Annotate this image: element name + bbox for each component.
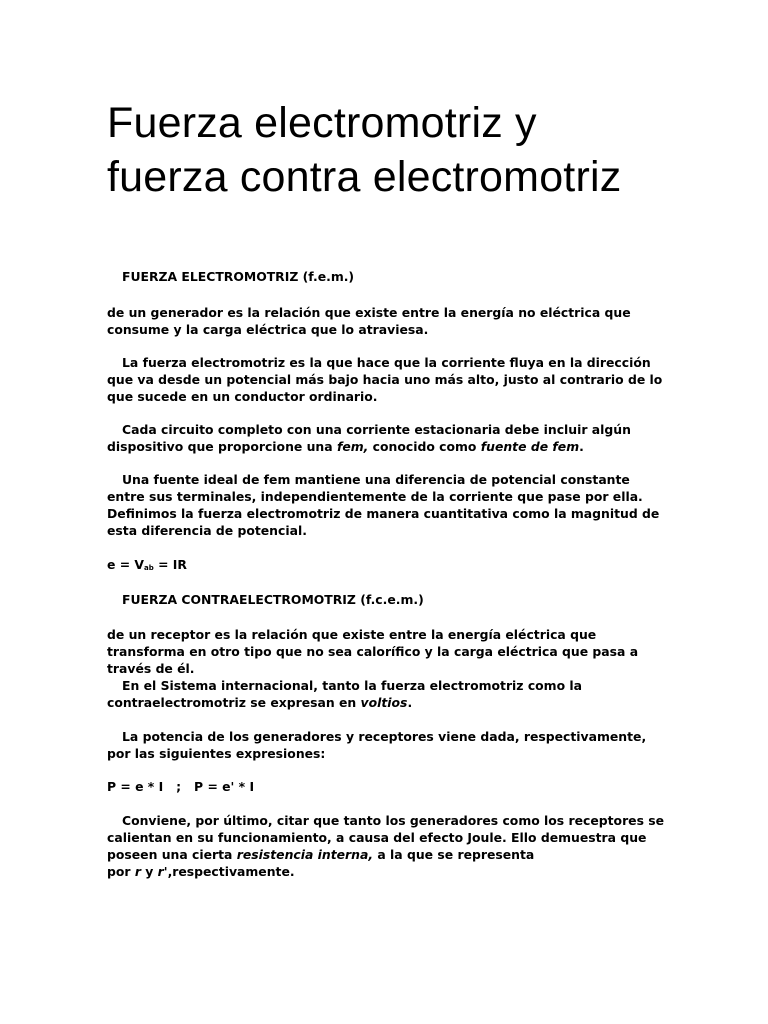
paragraph: Cada circuito completo con una corriente estacionaria debe incluir algún dispositivo que proporcione una fem, conocido como fuente de fem. [107, 422, 631, 454]
formula-power: P = e * I ; P = e' * I [107, 779, 255, 794]
paragraph: de un generador es la relación que existe entre la energía no eléctrica que consume y la carga eléctrica que lo atraviesa. [107, 305, 631, 337]
resistencia-interna-term: resistencia interna, [236, 847, 374, 862]
fem-term: fem, [336, 439, 369, 454]
paragraph: Una fuente ideal de fem mantiene una diferencia de potencial constante entre sus terminales, independientemente de la corriente que pase por ella. Definimos la fuerza electromotriz de manera cuantitativa como la magnitud de esta diferencia de potencial. [107, 472, 660, 538]
section-heading-fem: FUERZA ELECTROMOTRIZ (f.e.m.) [122, 269, 355, 284]
document-page [107, 0, 667, 879]
voltios-term: voltios [360, 695, 408, 710]
formula-fem: $e = V_{ab}$ = IR [107, 557, 187, 572]
paragraph: por r y r',respectivamente. [107, 864, 295, 879]
paragraph: Conviene, por último, citar que tanto los generadores como los receptores se calientan en su funcionamiento, a causa del efecto Joule. Ello demuestra que poseen una cierta resistencia interna, a la que se representa [107, 813, 665, 862]
document-title: Fuerza electromotriz y fuerza contra electromotriz [107, 99, 622, 201]
paragraph: de un receptor es la relación que existe entre la energía eléctrica que transforma en otro tipo que no sea calorífico y la carga eléctrica que pasa a través de él. [107, 627, 639, 676]
paragraph: En el Sistema internacional, tanto la fuerza electromotriz como la contraelectromotriz se expresan en voltios. [107, 678, 583, 710]
section-heading-fcem: FUERZA CONTRAELECTROMOTRIZ (f.c.e.m.) [122, 592, 424, 607]
paragraph: La potencia de los generadores y receptores viene dada, respectivamente, por las siguientes expresiones: [107, 729, 647, 761]
paragraph: La fuerza electromotriz es la que hace que la corriente fluya en la dirección que va desde un potencial más bajo hacia uno más alto, justo al contrario de lo que sucede en un conductor ordinario. [107, 355, 663, 404]
fuente-de-fem-term: fuente de fem [480, 439, 580, 454]
